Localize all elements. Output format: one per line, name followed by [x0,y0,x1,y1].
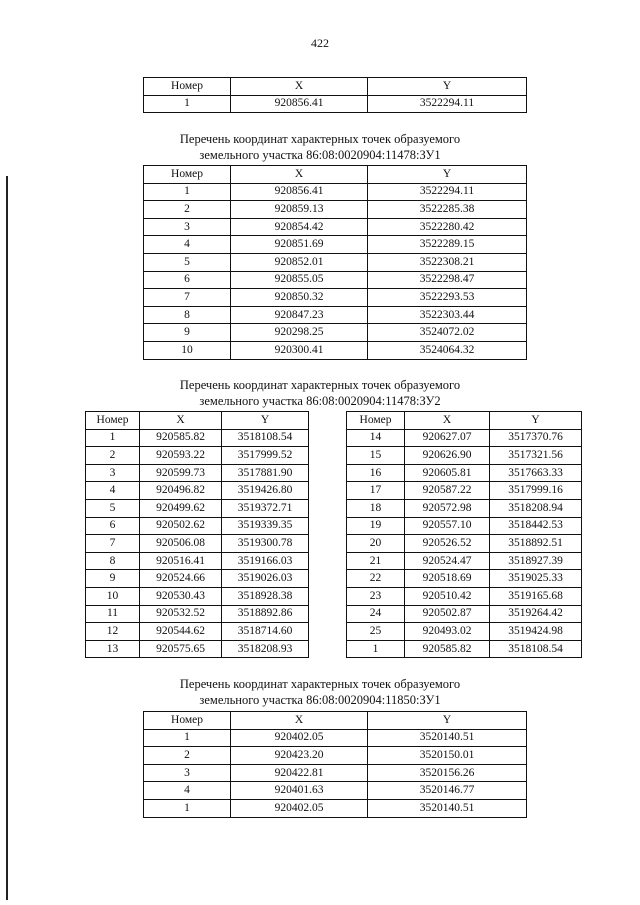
cell-y: 3518892.86 [222,605,309,623]
table-header-row [144,166,527,184]
table-row [86,517,309,535]
cell-x: 920506.08 [140,535,222,553]
cell-num: 3 [86,464,140,482]
cell-x: 920585.82 [405,640,490,658]
cell-num: 4 [144,782,231,800]
header-x: X [140,412,222,430]
cell-x: 920402.05 [231,799,368,817]
cell-y: 3522308.21 [368,253,527,271]
cell-x: 920423.20 [231,747,368,765]
cell-x: 920850.32 [231,289,368,307]
cell-num: 6 [144,271,231,289]
table-zu1 [143,165,527,360]
table-row [86,535,309,553]
cell-y: 3520146.77 [368,782,527,800]
caption-11850-line2: земельного участка 86:08:0020904:11850:ЗУ1 [199,693,441,707]
table-row [86,570,309,588]
cell-x: 920605.81 [405,464,490,482]
cell-x: 920524.66 [140,570,222,588]
cell-x: 920585.82 [140,429,222,447]
scan-edge-line [6,176,8,900]
cell-num: 4 [144,236,231,254]
cell-x: 920524.47 [405,552,490,570]
cell-num: 12 [86,623,140,641]
cell-num: 2 [144,201,231,219]
table-row [144,764,527,782]
cell-x: 920402.05 [231,729,368,747]
cell-y: 3522294.11 [368,95,527,113]
header-y: Y [368,712,527,730]
table-row [347,464,582,482]
table-row [347,499,582,517]
header-num: Номер [144,166,231,184]
header-x: X [405,412,490,430]
cell-y: 3517321.56 [490,447,582,465]
cell-x: 920627.07 [405,429,490,447]
table-row [347,552,582,570]
cell-y: 3520140.51 [368,729,527,747]
cell-num: 25 [347,623,405,641]
cell-x: 920575.65 [140,640,222,658]
cell-y: 3518927.39 [490,552,582,570]
cell-num: 8 [144,306,231,324]
table-row [144,747,527,765]
cell-y: 3519025.33 [490,570,582,588]
table-continuation [143,77,527,113]
table-row [347,429,582,447]
cell-x: 920300.41 [231,341,368,359]
cell-x: 920626.90 [405,447,490,465]
cell-y: 3517370.76 [490,429,582,447]
cell-y: 3518442.53 [490,517,582,535]
caption-zu1-line1: Перечень координат характерных точек образуемого [179,132,461,146]
cell-num: 20 [347,535,405,553]
cell-num: 11 [86,605,140,623]
table-zu2-right [346,411,582,658]
caption-zu2-line2: земельного участка 86:08:0020904:11478:ЗУ2 [199,394,441,408]
cell-num: 1 [144,729,231,747]
table-row [144,799,527,817]
table-header-row [86,412,309,430]
cell-num: 2 [86,447,140,465]
cell-x: 920847.23 [231,306,368,324]
cell-y: 3520150.01 [368,747,527,765]
cell-y: 3522293.53 [368,289,527,307]
table-row [347,447,582,465]
cell-x: 920502.62 [140,517,222,535]
caption-zu2-line1: Перечень координат характерных точек образуемого [179,378,461,392]
table-row [86,587,309,605]
cell-x: 920493.02 [405,623,490,641]
caption-11850-line1: Перечень координат характерных точек образуемого [179,677,461,691]
table-row [347,570,582,588]
cell-x: 920496.82 [140,482,222,500]
cell-y: 3518208.94 [490,499,582,517]
cell-x: 920854.42 [231,218,368,236]
cell-x: 920557.10 [405,517,490,535]
cell-x: 920518.69 [405,570,490,588]
cell-num: 5 [86,499,140,517]
cell-num: 7 [144,289,231,307]
header-y: Y [490,412,582,430]
cell-y: 3519426.80 [222,482,309,500]
cell-y: 3522294.11 [368,183,527,201]
cell-y: 3519424.98 [490,623,582,641]
cell-y: 3518928.38 [222,587,309,605]
cell-y: 3517999.16 [490,482,582,500]
cell-num: 1 [86,429,140,447]
header-num: Номер [144,78,231,96]
cell-num: 14 [347,429,405,447]
table-row [144,289,527,307]
table-header-row [347,412,582,430]
header-y: Y [368,166,527,184]
cell-num: 22 [347,570,405,588]
cell-num: 2 [144,747,231,765]
table-row [347,587,582,605]
table-row [347,517,582,535]
cell-x: 920422.81 [231,764,368,782]
cell-num: 16 [347,464,405,482]
caption-zu1 [0,131,640,163]
cell-x: 920526.52 [405,535,490,553]
table-row [347,605,582,623]
cell-x: 920599.73 [140,464,222,482]
table-row [144,95,527,113]
table-row [86,429,309,447]
cell-y: 3519166.03 [222,552,309,570]
cell-num: 1 [144,799,231,817]
table-row [144,183,527,201]
cell-num: 10 [144,341,231,359]
table-row [86,482,309,500]
cell-x: 920510.42 [405,587,490,605]
cell-y: 3518108.54 [222,429,309,447]
cell-x: 920544.62 [140,623,222,641]
table-row [144,782,527,800]
cell-num: 24 [347,605,405,623]
header-x: X [231,166,368,184]
table-row [144,324,527,342]
cell-num: 18 [347,499,405,517]
caption-11850 [0,676,640,708]
cell-x: 920572.98 [405,499,490,517]
cell-y: 3520156.26 [368,764,527,782]
cell-num: 1 [347,640,405,658]
cell-num: 3 [144,764,231,782]
cell-y: 3517663.33 [490,464,582,482]
table-row [347,640,582,658]
cell-num: 7 [86,535,140,553]
header-num: Номер [86,412,140,430]
table-row [86,552,309,570]
table-row [86,464,309,482]
table-11850 [143,711,527,818]
header-num: Номер [144,712,231,730]
cell-y: 3522298.47 [368,271,527,289]
header-y: Y [368,78,527,96]
cell-y: 3519264.42 [490,605,582,623]
table-row [144,218,527,236]
cell-y: 3524072.02 [368,324,527,342]
cell-num: 1 [144,95,231,113]
table-row [86,499,309,517]
page-number: 422 [311,36,329,50]
cell-y: 3524064.32 [368,341,527,359]
cell-x: 920859.13 [231,201,368,219]
cell-y: 3519026.03 [222,570,309,588]
cell-x: 920593.22 [140,447,222,465]
table-row [144,729,527,747]
cell-y: 3518892.51 [490,535,582,553]
table-row [144,271,527,289]
header-x: X [231,78,368,96]
table-row [86,447,309,465]
cell-num: 23 [347,587,405,605]
cell-x: 920851.69 [231,236,368,254]
cell-x: 920516.41 [140,552,222,570]
cell-y: 3519339.35 [222,517,309,535]
table-row [347,535,582,553]
table-row [144,306,527,324]
cell-num: 17 [347,482,405,500]
cell-y: 3519165.68 [490,587,582,605]
cell-num: 4 [86,482,140,500]
table-row [86,640,309,658]
cell-y: 3522289.15 [368,236,527,254]
table-header-row [144,78,527,96]
cell-x: 920855.05 [231,271,368,289]
cell-x: 920298.25 [231,324,368,342]
cell-x: 920856.41 [231,183,368,201]
cell-x: 920532.52 [140,605,222,623]
cell-num: 9 [86,570,140,588]
table-row [144,201,527,219]
cell-num: 21 [347,552,405,570]
table-row [144,341,527,359]
cell-num: 15 [347,447,405,465]
cell-y: 3519300.78 [222,535,309,553]
table-row [347,482,582,500]
table-zu2-left [85,411,309,658]
cell-y: 3517881.90 [222,464,309,482]
table-row [144,253,527,271]
cell-num: 19 [347,517,405,535]
cell-y: 3522303.44 [368,306,527,324]
cell-x: 920530.43 [140,587,222,605]
table-header-row [144,712,527,730]
cell-x: 920401.63 [231,782,368,800]
cell-y: 3518208.93 [222,640,309,658]
table-row [347,623,582,641]
table-row [144,236,527,254]
caption-zu2 [0,377,640,409]
cell-num: 5 [144,253,231,271]
cell-y: 3522285.38 [368,201,527,219]
caption-zu1-line2: земельного участка 86:08:0020904:11478:ЗУ1 [199,148,441,162]
table-row [86,605,309,623]
cell-num: 6 [86,517,140,535]
cell-y: 3518108.54 [490,640,582,658]
cell-x: 920856.41 [231,95,368,113]
cell-num: 3 [144,218,231,236]
cell-num: 10 [86,587,140,605]
cell-num: 1 [144,183,231,201]
cell-y: 3519372.71 [222,499,309,517]
header-x: X [231,712,368,730]
cell-num: 13 [86,640,140,658]
cell-x: 920499.62 [140,499,222,517]
cell-x: 920587.22 [405,482,490,500]
cell-y: 3522280.42 [368,218,527,236]
cell-y: 3518714.60 [222,623,309,641]
cell-x: 920852.01 [231,253,368,271]
cell-y: 3520140.51 [368,799,527,817]
cell-num: 9 [144,324,231,342]
cell-num: 8 [86,552,140,570]
header-num: Номер [347,412,405,430]
cell-x: 920502.87 [405,605,490,623]
cell-y: 3517999.52 [222,447,309,465]
header-y: Y [222,412,309,430]
table-row [86,623,309,641]
